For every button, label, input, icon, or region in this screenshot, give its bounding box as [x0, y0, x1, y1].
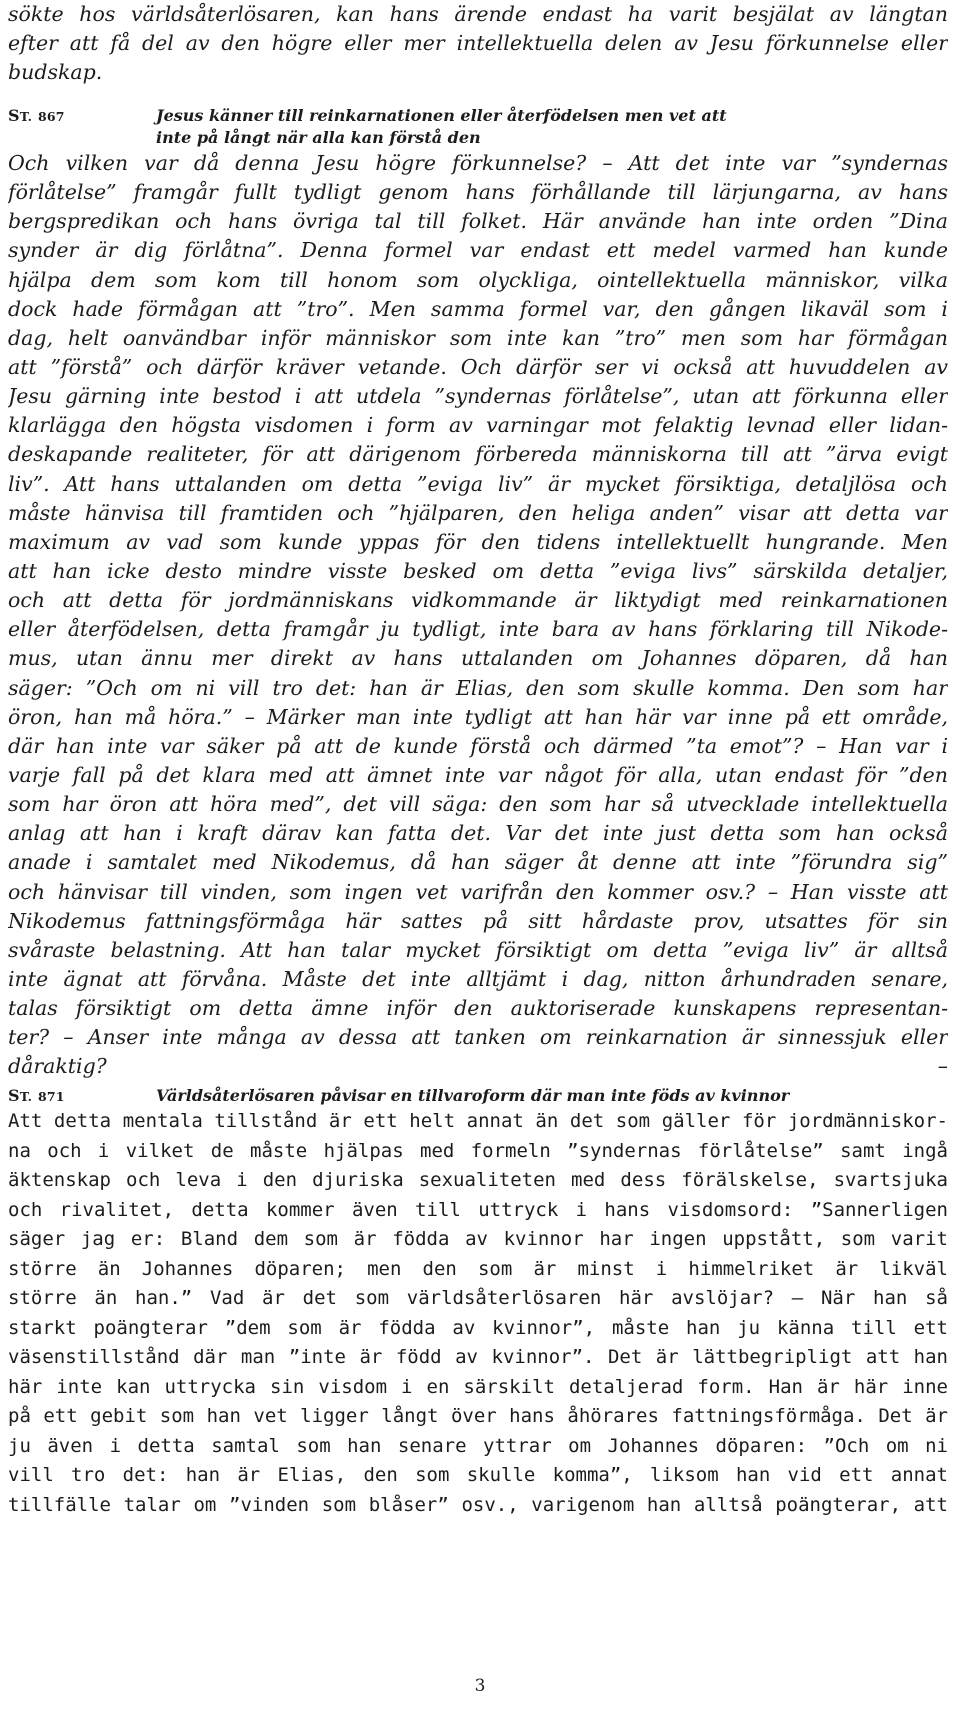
- text-line: att ”förstå” och därför kräver vetande. Och därför ser vi också att huvuddelen av: [8, 354, 948, 379]
- text-line: inte ägnat att förvåna. Måste det inte alltjämt i dag, nitton århundraden senare,: [8, 966, 948, 991]
- text-line: och rivalitet, detta kommer även till uttryck i hans visdomsord: ”Sannerligen: [8, 1198, 948, 1221]
- page-number: 3: [474, 1676, 486, 1696]
- section-label-rest: T.: [19, 1089, 33, 1104]
- section-867-paragraph: [8, 149, 948, 1082]
- intro-paragraph: [8, 0, 948, 87]
- text-line: att han icke desto mindre visste besked om detta ”eviga livs” särskilda detaljer,: [8, 558, 948, 583]
- text-line: dock hade förmågan att ”tro”. Men samma formel var, den gången likaväl som i: [8, 296, 948, 321]
- text-line: Och vilken var då denna Jesu högre förkunnelse? – Att det inte var ”syndernas: [8, 151, 948, 175]
- text-line: Att detta mentala tillstånd är ett helt annat än det som gäller för jordmänniskor-: [8, 1110, 948, 1132]
- text-line: väsenstillstånd där man ”inte är född av kvinnor”. Det är lättbegripligt att han: [8, 1346, 948, 1368]
- section-867-title: [156, 105, 727, 149]
- section-label-initial: S: [8, 1086, 20, 1105]
- text-line: måste hänvisa till framtiden och ”hjälparen, den heliga anden” visar att detta var: [8, 500, 948, 525]
- text-line: dåraktig? –: [8, 1054, 948, 1079]
- text-line: Jesu gärning inte bestod i att utdela ”syndernas förlåtelse”, utan att förkunna eller: [8, 384, 948, 409]
- text-line: ter? – Anser inte många av dessa att tanken om reinkarnation är sinnessjuk eller: [8, 1025, 948, 1050]
- text-line: tillfälle talar om ”vinden som blåser” osv., varigenom han alltså poängterar, att: [8, 1493, 948, 1516]
- section-label-initial: S: [8, 106, 20, 125]
- section-number: 867: [38, 109, 65, 124]
- text-line: varje fall på det klara med att ämnet inte var något för alla, utan endast för ”den: [8, 762, 948, 787]
- text-line: na och i vilket de måste hjälpas med formeln ”syndernas förlåtelse” samt ingå: [8, 1139, 948, 1162]
- text-line: vill tro det: han är Elias, den som skulle komma”, liksom han vid ett annat: [8, 1464, 948, 1486]
- text-line: och att detta för jordmänniskans vidkommande är liktydigt med reinkarnationen: [8, 588, 948, 613]
- text-line: ju även i detta samtal som han senare yttrar om Johannes döparen: ”Och om ni: [8, 1434, 948, 1457]
- text-line: säger: ”Och om ni vill tro det: han är Elias, den som skulle komma. Den som har: [8, 675, 948, 700]
- section-867-label: [8, 105, 65, 128]
- text-line: äktenskap och leva i den djuriska sexualiteten med dess förälskelse, svartsjuka: [8, 1169, 948, 1191]
- text-line: större än han.” Vad är det som världsåterlösaren här avslöjar? – När han så: [8, 1287, 948, 1309]
- section-title-line: Jesus känner till reinkarnationen eller återfödelsen men vet att: [156, 106, 727, 125]
- text-line: dag, helt oanvändbar inför människor som inte kan ”tro” men som har förmågan: [8, 325, 948, 350]
- text-line: deskapande realiteter, för att därigenom förbereda människorna till att ”ärva evigt: [8, 442, 948, 467]
- text-line: på ett gebit som han vet ligger långt över hans åhörares fattningsförmåga. Det är: [8, 1405, 948, 1427]
- text-line: mus, utan ännu mer direkt av hans uttalanden om Johannes döparen, då han: [8, 646, 948, 671]
- text-line: sökte hos världsåterlösaren, kan hans ärende endast ha varit besjälat av längtan: [8, 2, 948, 26]
- section-title-line: inte på långt när alla kan förstå den: [156, 128, 481, 147]
- text-line: budskap.: [8, 60, 103, 84]
- text-line: här inte kan uttrycka sin visdom i en särskilt detaljerad form. Han är här inne: [8, 1375, 948, 1398]
- text-line: eller återfödelsen, detta framgår ju tydligt, inte bara av hans förklaring till Nikode-: [8, 617, 948, 642]
- section-871-paragraph: [8, 1107, 948, 1520]
- text-line: klarlägga den högsta visdomen i form av varningar mot felaktig levnad eller lidan-: [8, 413, 948, 438]
- text-line: liv”. Att hans uttalanden om detta ”eviga liv” är mycket försiktiga, detaljlösa och: [8, 471, 948, 496]
- section-number: 871: [38, 1089, 65, 1104]
- text-line: där han inte var säker på att de kunde förstå och därmed ”ta emot”? – Han var i: [8, 733, 948, 758]
- text-line: förlåtelse” framgår fullt tydligt genom hans förhållande till lärjungarna, av hans: [8, 180, 948, 205]
- section-871-title: Världsåterlösaren påvisar en tillvaroform där man inte föds av kvinnor: [156, 1086, 790, 1105]
- text-line: öron, han må höra.” – Märker man inte tydligt att han här var inne på ett område,: [8, 704, 948, 729]
- text-line: och hänvisar till vinden, som ingen vet varifrån den kommer osv.? – Han visste att: [8, 879, 948, 904]
- text-line: starkt poängterar ”dem som är födda av kvinnor”, måste han ju känna till ett: [8, 1316, 948, 1339]
- text-line: talas försiktigt om detta ämne inför den auktoriserade kunskapens representan-: [8, 996, 948, 1021]
- section-label-rest: T.: [19, 109, 33, 124]
- text-line: anade i samtalet med Nikodemus, då han säger åt denne att inte ”förundra sig”: [8, 850, 948, 875]
- text-line: säger jag er: Bland dem som är födda av kvinnor har ingen uppstått, som varit: [8, 1228, 948, 1250]
- text-line: större än Johannes döparen; men den som är minst i himmelriket är likväl: [8, 1257, 948, 1280]
- text-line: bergspredikan och hans övriga tal till folket. Här använde han inte orden ”Dina: [8, 209, 948, 234]
- text-line: anlag att han i kraft därav kan fatta det. Var det inte just detta som han också: [8, 821, 948, 846]
- text-line: efter att få del av den högre eller mer intellektuella delen av Jesu förkunnelse eller: [8, 31, 948, 55]
- text-line: som har öron att höra med”, det vill säga: den som har så utvecklade intellektuella: [8, 792, 948, 817]
- text-line: synder är dig förlåtna”. Denna formel var endast ett medel varmed han kunde: [8, 238, 948, 263]
- section-871-label: [8, 1085, 65, 1108]
- text-line: svåraste belastning. Att han talar mycket försiktigt om detta ”eviga liv” är alltså: [8, 937, 948, 962]
- text-line: Nikodemus fattningsförmåga här sattes på sitt hårdaste prov, utsattes för sin: [8, 908, 948, 933]
- text-line: maximum av vad som kunde yppas för den tidens intellektuellt hungrande. Men: [8, 529, 948, 554]
- text-line: hjälpa dem som kom till honom som olyckliga, ointellektuella människor, vilka: [8, 267, 948, 292]
